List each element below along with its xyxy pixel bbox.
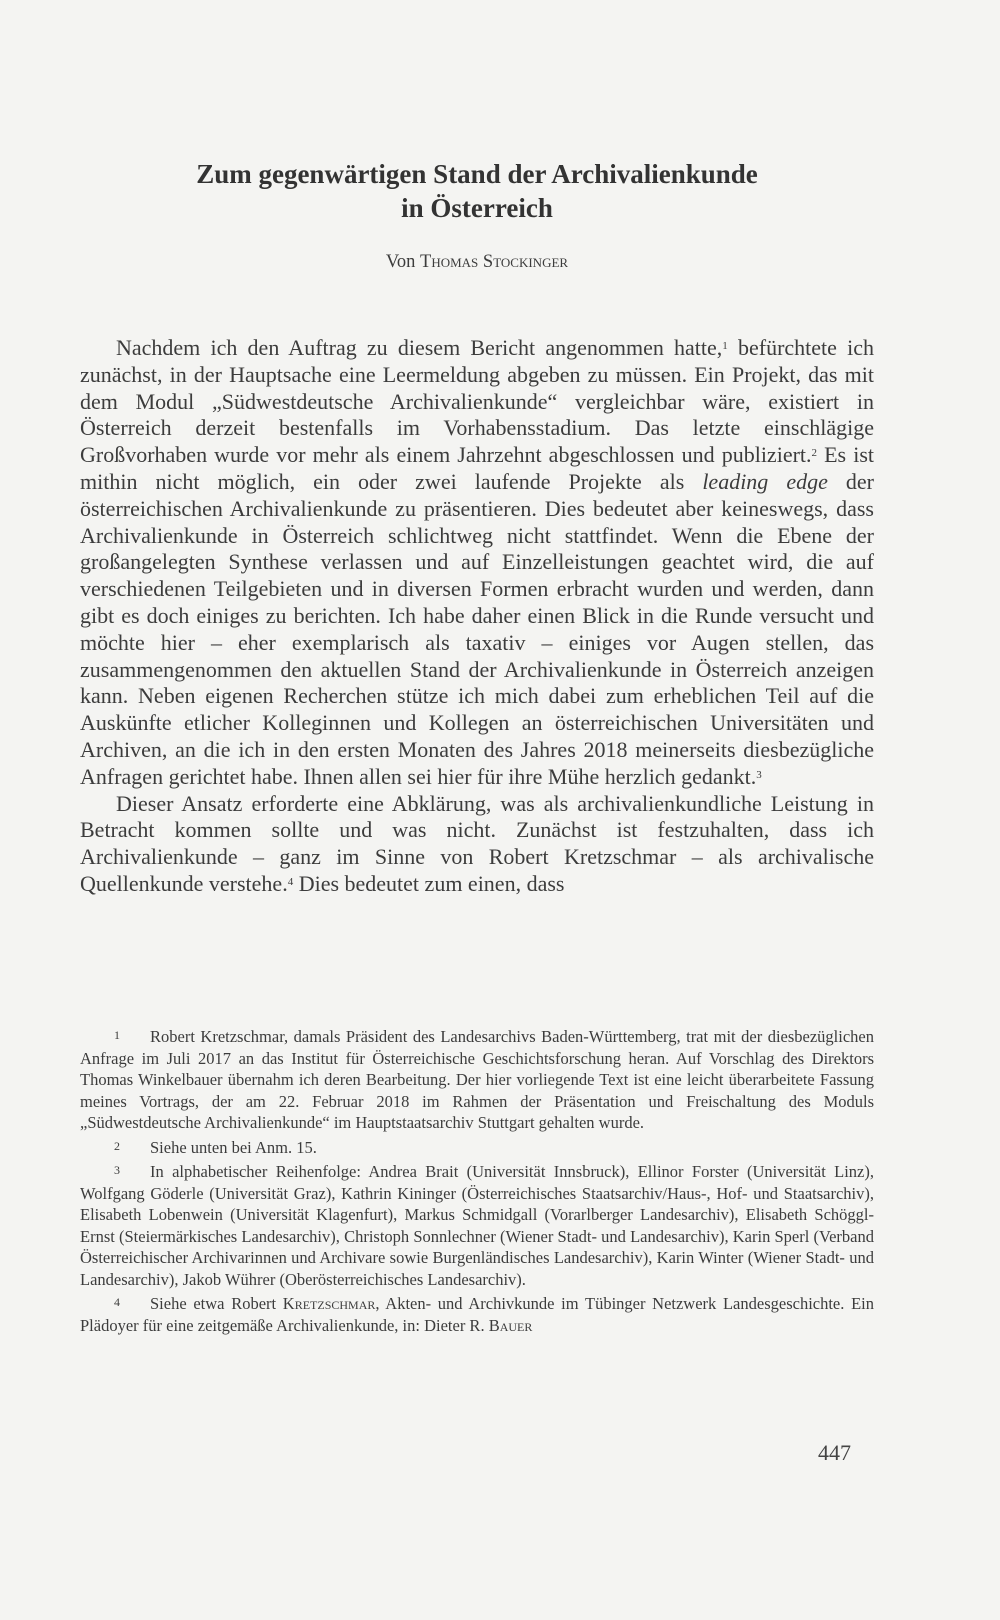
- p2-text-a: Dieser Ansatz erforderte eine Abklärung, was als archivalienkundliche Leistung in Betracht kommen sollte und was nicht. Zunächst ist festzuhalten, dass ich Archivalienkunde – ganz im Sinne von Robert Kretzschmar – als archivalische Quellenkunde verstehe.: [80, 790, 874, 896]
- footnote-ref-4: 4: [287, 875, 294, 888]
- p1-italic-term: leading edge: [702, 468, 828, 494]
- footnote-number: 4: [114, 1295, 120, 1309]
- footnote-author: Kretzschmar: [282, 1294, 376, 1313]
- paragraph-2: [80, 791, 874, 898]
- footnote-text: Siehe unten bei Anm. 15.: [150, 1137, 317, 1157]
- author-byline: [80, 252, 874, 273]
- byline-prefix: Von: [385, 252, 416, 272]
- title-line-2: in Österreich: [401, 193, 553, 223]
- p2-text-b: Dies bedeutet zum einen, dass: [293, 870, 565, 896]
- page-number: 447: [818, 1440, 851, 1465]
- footnote-number: 1: [114, 1028, 120, 1042]
- footnote-2: [80, 1136, 874, 1159]
- p1-text-d: der österreichischen Archivalienkunde zu präsentieren. Dies bedeutet aber keineswegs, dass Archivalienkunde in Österreich schlichtweg nicht stattfindet. Wenn die Ebene der großangelegten Synthese verlassen und auf Einzelleistungen geachtet wird, die auf verschiedenen Teilgebieten und in diversen Formen erbracht wurden und werden, dann gibt es doch einiges zu berichten. Ich habe daher einen Blick in die Runde versucht und möchte hier – eher exemplarisch als taxativ – einiges vor Augen stellen, das zusammengenommen den aktuellen Stand der Archivalienkunde in Österreich anzeigen kann. Neben eigenen Recherchen stütze ich mich dabei zum erheblichen Teil auf die Auskünfte etlicher Kolleginnen und Kollegen an österreichischen Universitäten und Archiven, an die ich in den ersten Monaten des Jahres 2018 meinerseits diesbezügliche Anfragen gerichtet habe. Ihnen allen sei hier für ihre Mühe herzlich gedankt.: [80, 468, 874, 789]
- article-body: [80, 335, 874, 898]
- author-name: Thomas Stockinger: [420, 252, 569, 272]
- footnote-ref-1: 1: [722, 340, 728, 352]
- p1-text-b: befürchtete ich zunächst, in der Hauptsache eine Leermeldung abgeben zu müssen. Ein Projekt, das mit dem Modul „Südwestdeutsche Archivalienkunde“ vergleichbar wäre, existiert in Österreich derzeit bestenfalls im Vorhabensstadium. Das letzte einschlägige Großvorhaben wurde vor mehr als einem Jahrzehnt abgeschlossen und publiziert.: [80, 335, 874, 468]
- footnote-ref-3: 3: [756, 768, 762, 781]
- footnote-3: [80, 1160, 874, 1290]
- footnote-text: In alphabetischer Reihenfolge: Andrea Brait (Universität Innsbruck), Ellinor Forster (Universität Linz), Wolfgang Göderle (Universität Graz), Kathrin Kininger (Österreichisches Staatsarchiv/Haus-, Hof- und Staatsarchiv), Elisabeth Lobenwein (Universität Klagenfurt), Markus Schmidgall (Vorarlberger Landesarchiv), Elisabeth Schöggl-Ernst (Steiermärkisches Landesarchiv), Christoph Sonnlechner (Wiener Stadt- und Landesarchiv), Karin Sperl (Verband Österreichischer Archivarinnen und Archivare sowie Burgenländisches Landesarchiv), Karin Winter (Wiener Stadt- und Landesarchiv), Jakob Wührer (Oberösterreichisches Landesarchiv).: [80, 1162, 874, 1289]
- footnote-author: Bauer: [488, 1315, 533, 1335]
- footnote-text: Siehe etwa Robert: [150, 1294, 283, 1313]
- footnote-4: [80, 1292, 874, 1336]
- p1-text-a: Nachdem ich den Auftrag zu diesem Bericht angenommen hatte,: [116, 335, 723, 360]
- footnote-text: , Akten- und Archivkunde im Tübinger Netzwerk Landesgeschichte. Ein Plädoyer für eine zeitgemäße Archivalienkunde, in: Dieter R.: [80, 1294, 874, 1335]
- footnote-1: [80, 1025, 874, 1134]
- footnote-number: 2: [114, 1138, 120, 1153]
- footnote-text: Robert Kretzschmar, damals Präsident des Landesarchivs Baden-Württemberg, trat mit der diesbezüglichen Anfrage im Juli 2017 an das Institut für Österreichische Geschichtsforschung heran. Auf Vorschlag des Direktors Thomas Winkelbauer übernahm ich deren Bearbeitung. Der hier vorliegende Text ist eine leicht überarbeitete Fassung meines Vortrags, der am 22. Februar 2018 im Rahmen der Präsentation und Freischaltung des Moduls „Südwestdeutsche Archivalienkunde“ im Hauptstaatsarchiv Stuttgart gehalten wurde.: [80, 1027, 874, 1132]
- footnote-ref-2: 2: [811, 447, 818, 460]
- footnote-number: 3: [114, 1163, 120, 1177]
- p1-text-c: Es ist mithin nicht möglich, ein oder zwei laufende Projekte als: [80, 442, 874, 494]
- title-line-1: Zum gegenwärtigen Stand der Archivalienkunde: [196, 159, 758, 189]
- paragraph-1: [80, 335, 874, 791]
- footnotes: [80, 1025, 874, 1338]
- article-title: [80, 157, 874, 225]
